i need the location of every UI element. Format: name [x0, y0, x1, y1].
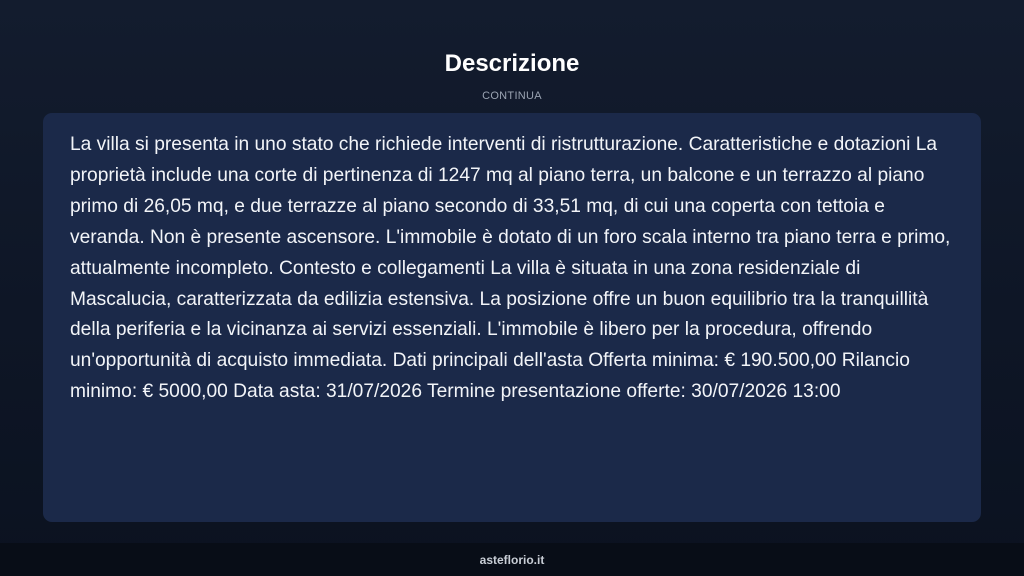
description-text: La villa si presenta in uno stato che richiede interventi di ristrutturazione. Caratteristiche e dotazioni La proprietà include una corte di pertinenza di 1247 mq al piano terra, un balcone e un terrazzo al piano primo di 26,05 mq, e due terrazze al piano secondo di 33,51 mq, di cui una coperta con tettoia e veranda. Non è presente ascensore. L'immobile è dotato di un foro scala interno tra piano terra e primo, attualmente incompleto. Contesto e collegamenti La villa è situata in una zona residenziale di Mascalucia, caratterizzata da edilizia estensiva. La posizione offre un buon equilibrio tra la tranquillità della periferia e la vicinanza ai servizi essenziali. L'immobile è libero per la procedura, offrendo un'opportunità di acquisto immediata. Dati principali dell'asta Offerta minima: € 190.500,00 Rilancio minimo: € 5000,00 Data asta: 31/07/2026 Termine presentazione offerte: 30/07/2026 13:00 [70, 134, 951, 403]
page-title: Descrizione [444, 50, 580, 77]
site-name: asteflorio.it [479, 553, 545, 567]
continua-label: CONTINUA [482, 90, 542, 102]
description-card [43, 113, 981, 522]
footer-bar [0, 543, 1024, 576]
